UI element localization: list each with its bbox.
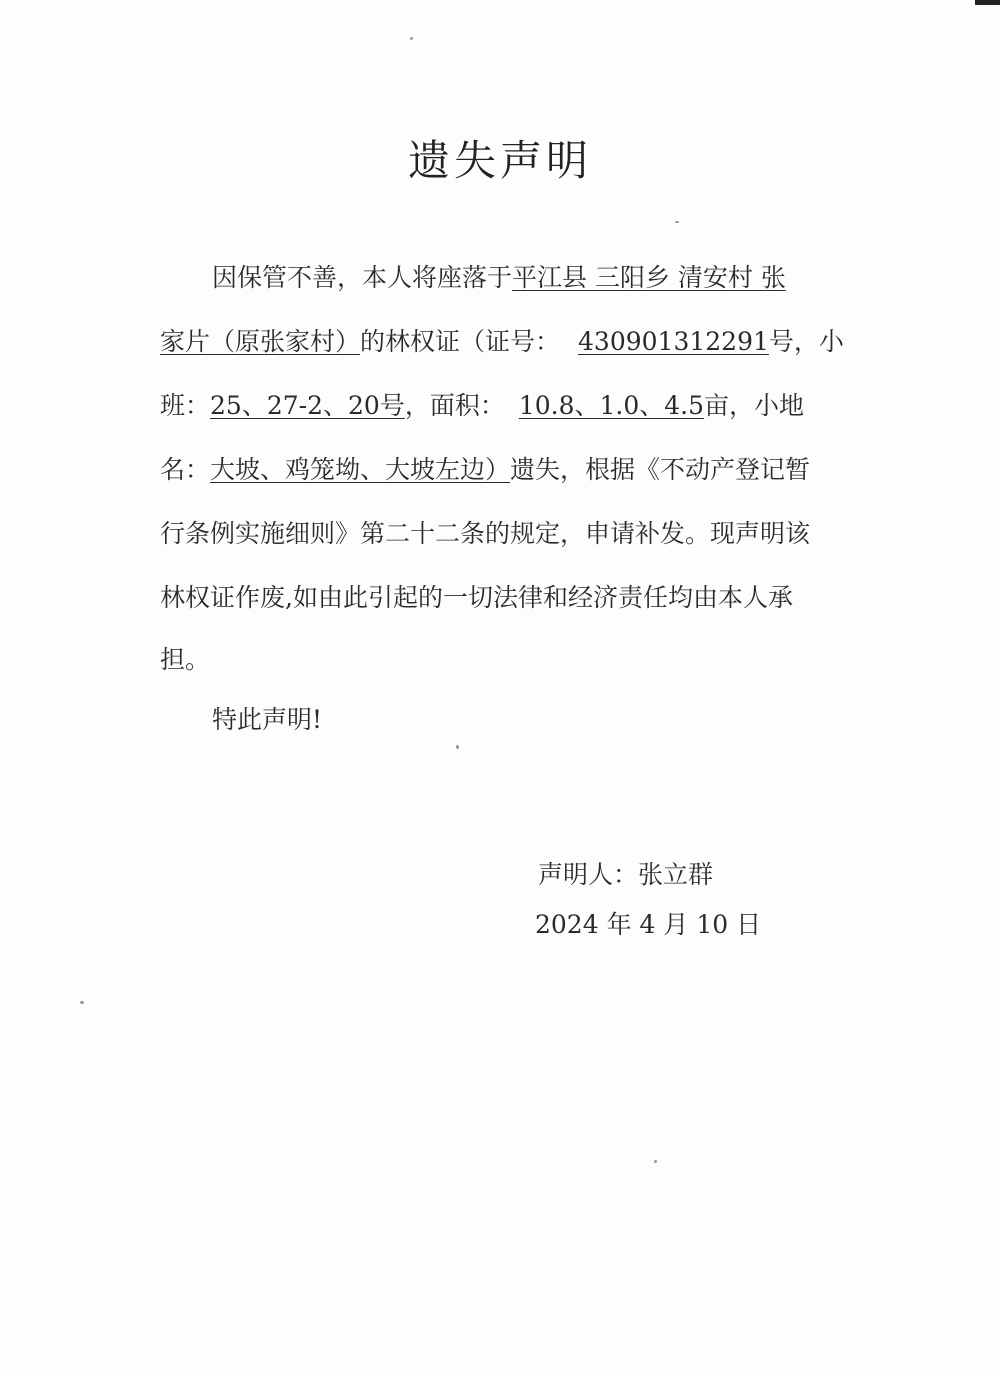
body-line-1 (212, 258, 840, 294)
body-text: 号，小 (768, 327, 844, 356)
body-text: ，面积： (404, 391, 505, 420)
body-text: 名： (160, 455, 211, 484)
body-text: 亩，小地 (704, 391, 805, 420)
body-text: 因保管不善，本人将座落于 (212, 263, 513, 292)
location-field-cont: 家片（原张家村） (160, 327, 361, 356)
page-title: 遗失声明 (407, 136, 592, 185)
location-field: 平江县 三阳乡 清安村 张 (512, 263, 786, 292)
scan-speck (675, 221, 679, 223)
body-text: 的林权证（证号： (360, 327, 561, 356)
body-line-7: 担。 (160, 645, 211, 674)
declarant: 声明人：张立群 (538, 860, 714, 889)
body-line-4 (160, 450, 840, 486)
subcompartment-numbers: 25、27-2、20号 (210, 391, 405, 420)
closing-text: 特此声明! (212, 705, 323, 734)
body-line-5: 行条例实施细则》第二十二条的规定，申请补发。现声明该 (160, 519, 811, 548)
body-line-3 (160, 386, 840, 422)
body-line-6: 林权证作废,如由此引起的一切法律和经济责任均由本人承 (160, 583, 793, 612)
body-line-2 (160, 322, 844, 358)
scan-speck (654, 1160, 657, 1163)
body-text: 班： (160, 391, 211, 420)
scan-speck (80, 1001, 84, 1004)
area-values: 10.8、1.0、4.5 (518, 391, 705, 420)
certificate-number: 430901312291 (578, 327, 769, 356)
scan-speck (410, 37, 413, 40)
scan-edge-mark (975, 0, 1000, 5)
place-names: 大坡、鸡笼坳、大坡左边） (210, 455, 511, 484)
body-text: 遗失，根据《不动产登记暂 (510, 455, 811, 484)
scan-speck (456, 745, 459, 749)
signature-date: 2024 年 4 月 10 日 (535, 910, 762, 939)
